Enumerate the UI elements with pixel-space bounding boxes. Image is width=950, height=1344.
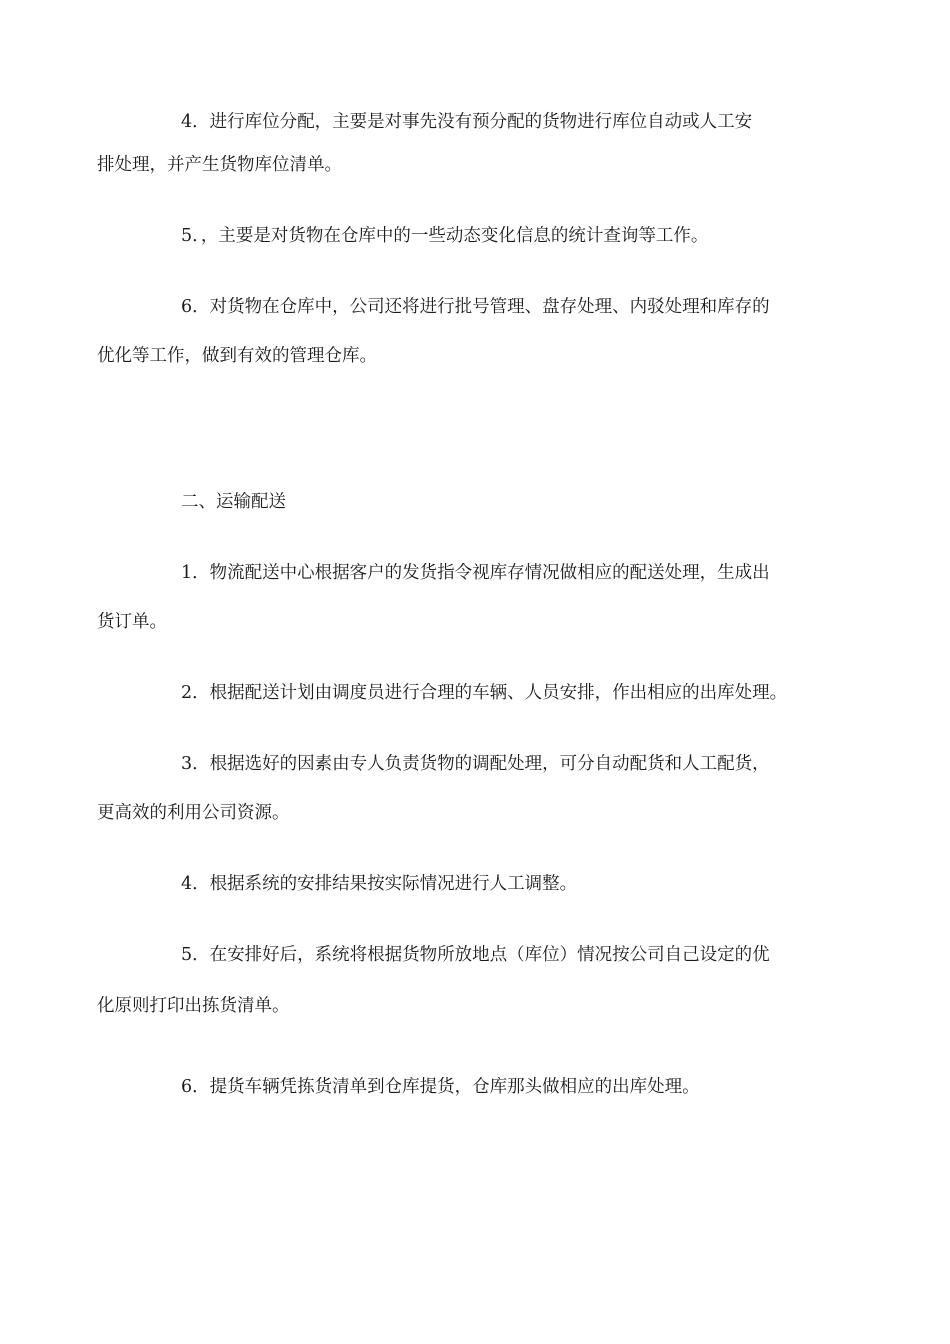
paragraph-line: 排处理，并产生货物库位清单。 <box>97 155 342 175</box>
paragraph-line: 3．根据选好的因素由专人负责货物的调配处理，可分自动配货和人工配货， <box>181 754 770 774</box>
paragraph-line: 更高效的利用公司资源。 <box>97 803 290 823</box>
paragraph-line: 化原则打印出拣货清单。 <box>97 996 290 1016</box>
paragraph-line: 5．，主要是对货物在仓库中的一些动态变化信息的统计查询等工作。 <box>181 226 709 246</box>
paragraph-line: 2．根据配送计划由调度员进行合理的车辆、人员安排，作出相应的出库处理。 <box>181 683 788 703</box>
paragraph-line: 5．在安排好后，系统将根据货物所放地点（库位）情况按公司自己设定的优 <box>181 945 770 965</box>
paragraph-line: 4．进行库位分配，主要是对事先没有预分配的货物进行库位自动或人工安 <box>181 112 753 132</box>
paragraph-line: 优化等工作，做到有效的管理仓库。 <box>97 346 377 366</box>
paragraph-line: 1．物流配送中心根据客户的发货指令视库存情况做相应的配送处理，生成出 <box>181 563 770 583</box>
paragraph-line: 6．对货物在仓库中，公司还将进行批号管理、盘存处理、内驳处理和库存的 <box>181 297 770 317</box>
paragraph-line: 货订单。 <box>97 612 167 632</box>
paragraph-line: 6．提货车辆凭拣货清单到仓库提货，仓库那头做相应的出库处理。 <box>181 1077 700 1097</box>
section-heading: 二、运输配送 <box>181 492 286 512</box>
paragraph-line: 4．根据系统的安排结果按实际情况进行人工调整。 <box>181 874 578 894</box>
